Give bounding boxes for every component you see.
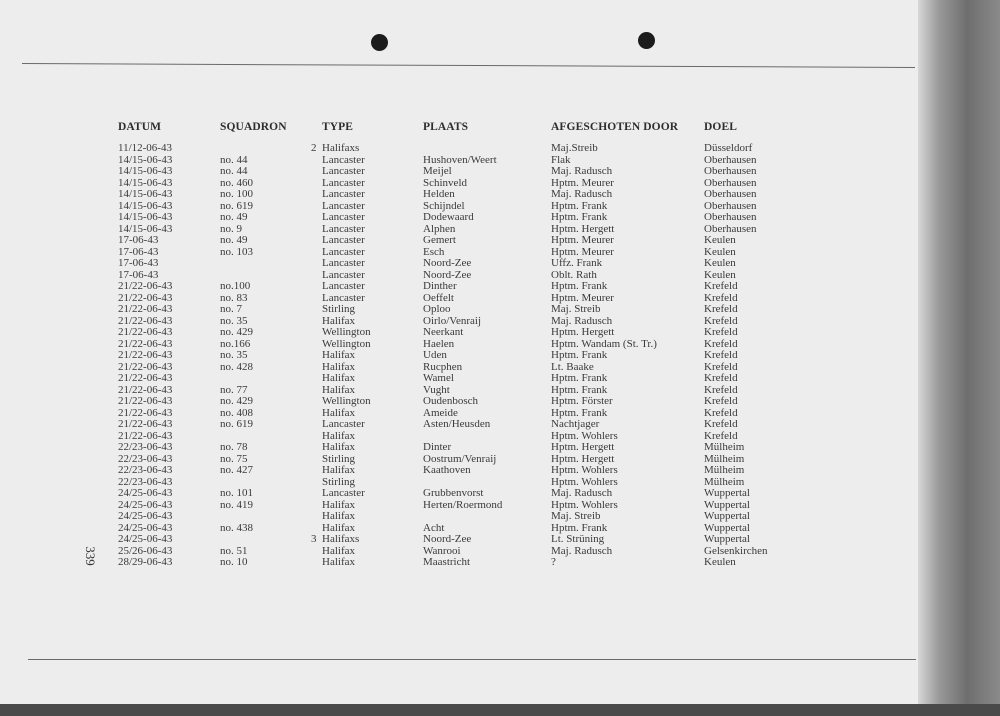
- cell-doel: Wuppertal: [704, 498, 750, 511]
- cell-doel: Oberhausen: [704, 153, 757, 166]
- cell-squadron: no. 44: [220, 165, 248, 177]
- cell-door: Hptm. Hergett: [551, 441, 615, 453]
- cell-door: Lt. Strüning: [551, 533, 605, 545]
- cell-datum: 21/22-06-43: [118, 326, 173, 338]
- cell-type: Halifax: [322, 349, 355, 361]
- cell-door: Hptm. Wohlers: [551, 498, 618, 511]
- cell-squadron: no. 77: [220, 383, 248, 396]
- cell-type: Wellington: [322, 395, 371, 407]
- cell-doel: Krefeld: [704, 395, 738, 407]
- scan-bottom-edge: [0, 704, 1000, 716]
- cell-datum: 21/22-06-43: [118, 337, 173, 350]
- cell-plaats: Hushoven/Weert: [423, 153, 497, 166]
- cell-door: ?: [551, 556, 556, 568]
- cell-door: Hptm. Meurer: [551, 245, 614, 258]
- cell-datum: 17-06-43: [118, 245, 159, 258]
- table-row: [0, 304, 900, 316]
- cell-doel: Krefeld: [704, 418, 738, 430]
- cell-datum: 17-06-43: [118, 234, 159, 246]
- cell-doel: Mülheim: [704, 475, 745, 488]
- cell-doel: Keulen: [704, 268, 736, 281]
- cell-plaats: Asten/Heusden: [423, 418, 491, 430]
- cell-plaats: Oirlo/Venraij: [423, 314, 482, 327]
- cell-plaats: Noord-Zee: [423, 257, 472, 269]
- cell-door: Hptm. Frank: [551, 521, 608, 534]
- cell-squadron: no. 427: [220, 464, 253, 476]
- cell-door: Maj. Radusch: [551, 314, 613, 327]
- cell-datum: 22/23-06-43: [118, 452, 173, 465]
- cell-type: Halifax: [322, 406, 355, 419]
- cell-plaats: Meijel: [423, 165, 452, 177]
- cell-squadron: no. 101: [220, 487, 253, 499]
- cell-type: Lancaster: [322, 268, 365, 281]
- cell-plaats: Noord-Zee: [423, 268, 472, 281]
- cell-doel: Krefeld: [704, 349, 738, 361]
- table-row: [0, 511, 900, 523]
- table-row: [0, 373, 900, 385]
- cell-plaats: Esch: [423, 245, 445, 258]
- cell-datum: 28/29-06-43: [118, 556, 173, 568]
- table-row: [0, 557, 900, 569]
- cell-plaats: Oudenbosch: [423, 395, 478, 407]
- cell-type: Halifax: [322, 441, 355, 453]
- cell-squadron: no. 419: [220, 498, 253, 511]
- cell-datum: 24/25-06-43: [118, 533, 173, 545]
- table-row: [0, 465, 900, 477]
- cell-datum: 14/15-06-43: [118, 199, 173, 212]
- cell-door: Maj.Streib: [551, 142, 598, 154]
- cell-plaats: Schinveld: [423, 176, 467, 189]
- cell-doel: Wuppertal: [704, 533, 750, 545]
- cell-doel: Krefeld: [704, 280, 738, 292]
- cell-door: Hptm. Meurer: [551, 234, 614, 246]
- cell-type: Halifaxs: [322, 142, 360, 154]
- cell-door: Hptm. Meurer: [551, 291, 614, 304]
- cell-door: Nachtjager: [551, 418, 600, 430]
- cell-type: Lancaster: [322, 153, 365, 166]
- cell-datum: 21/22-06-43: [118, 280, 173, 292]
- table-row: [0, 258, 900, 270]
- cell-door: Maj. Radusch: [551, 165, 613, 177]
- cell-type: Lancaster: [322, 245, 365, 258]
- cell-door: Hptm. Wohlers: [551, 475, 618, 488]
- cell-door: Hptm. Frank: [551, 383, 608, 396]
- cell-datum: 21/22-06-43: [118, 372, 173, 384]
- cell-datum: 21/22-06-43: [118, 349, 173, 361]
- cell-door: Maj. Radusch: [551, 487, 613, 499]
- table-row: [0, 281, 900, 293]
- cell-plaats: Vught: [423, 383, 450, 396]
- cell-door: Hptm. Frank: [551, 372, 608, 384]
- cell-door: Oblt. Rath: [551, 268, 597, 281]
- table-row: [0, 350, 900, 362]
- cell-plaats: Ameide: [423, 406, 458, 419]
- header-type: TYPE: [322, 121, 354, 133]
- cell-door: Hptm. Wandam (St. Tr.): [551, 337, 657, 350]
- cell-type: Lancaster: [322, 257, 365, 269]
- cell-datum: 25/26-06-43: [118, 544, 173, 557]
- table-row: [0, 235, 900, 247]
- punch-hole: [638, 32, 655, 49]
- cell-plaats: Uden: [423, 349, 447, 361]
- cell-doel: Oberhausen: [704, 165, 757, 177]
- cell-squadron: no. 429: [220, 326, 253, 338]
- table-row: [0, 212, 900, 224]
- table-row: [0, 534, 900, 546]
- cell-squadron: no. 438: [220, 521, 253, 534]
- cell-doel: Keulen: [704, 257, 736, 269]
- cell-doel: Gelsenkirchen: [704, 544, 768, 557]
- cell-squadron: no. 51: [220, 544, 248, 557]
- cell-datum: 14/15-06-43: [118, 211, 173, 223]
- cell-type: Halifax: [322, 521, 355, 534]
- cell-doel: Krefeld: [704, 326, 738, 338]
- cell-datum: 21/22-06-43: [118, 360, 173, 373]
- cell-plaats: Oploo: [423, 303, 451, 315]
- table-row: [0, 189, 900, 201]
- cell-doel: Oberhausen: [704, 188, 757, 200]
- cell-doel: Krefeld: [704, 303, 738, 315]
- cell-datum: 14/15-06-43: [118, 188, 173, 200]
- cell-datum: 14/15-06-43: [118, 165, 173, 177]
- cell-door: Hptm. Hergett: [551, 222, 615, 235]
- table-row: [0, 166, 900, 178]
- cell-squadron: no. 100: [220, 188, 253, 200]
- cell-squadron: no. 428: [220, 360, 253, 373]
- cell-datum: 17-06-43: [118, 257, 159, 269]
- cell-doel: Wuppertal: [704, 521, 750, 534]
- cell-squadron: no. 78: [220, 441, 248, 453]
- cell-door: Hptm. Frank: [551, 349, 608, 361]
- cell-type: Lancaster: [322, 165, 365, 177]
- cell-squadron: no. 44: [220, 153, 248, 166]
- cell-doel: Oberhausen: [704, 199, 757, 212]
- cell-door: Hptm. Frank: [551, 280, 608, 292]
- cell-datum: 21/22-06-43: [118, 303, 173, 315]
- cell-squadron: no.100: [220, 280, 251, 292]
- cell-datum: 24/25-06-43: [118, 487, 173, 499]
- cell-squadron: no. 49: [220, 234, 248, 246]
- cell-squadron: no. 35: [220, 349, 248, 361]
- table-row: [0, 442, 900, 454]
- cell-datum: 14/15-06-43: [118, 222, 173, 235]
- cell-type: Stirling: [322, 452, 356, 465]
- cell-plaats: Oostrum/Venraij: [423, 452, 497, 465]
- cell-squadron: no. 103: [220, 245, 253, 258]
- cell-door: Maj. Radusch: [551, 188, 613, 200]
- cell-squadron: no. 83: [220, 291, 248, 304]
- cell-doel: Mülheim: [704, 464, 745, 476]
- cell-datum: 14/15-06-43: [118, 176, 173, 189]
- cell-plaats: Wanrooi: [423, 544, 461, 557]
- cell-type: Lancaster: [322, 176, 365, 189]
- cell-type: Wellington: [322, 337, 371, 350]
- cell-datum: 17-06-43: [118, 268, 159, 281]
- cell-door: Hptm. Frank: [551, 406, 608, 419]
- cell-type: Halifax: [322, 464, 355, 476]
- cell-doel: Oberhausen: [704, 176, 757, 189]
- cell-plaats: Kaathoven: [423, 464, 471, 476]
- cell-datum: 21/22-06-43: [118, 314, 173, 327]
- cell-door: Hptm. Hergett: [551, 326, 615, 338]
- cell-doel: Krefeld: [704, 383, 738, 396]
- cell-door: Hptm. Förster: [551, 395, 613, 407]
- page-number: 339: [82, 546, 98, 566]
- cell-type: Halifax: [322, 383, 355, 396]
- cell-squadron: no. 619: [220, 199, 253, 212]
- cell-type: Lancaster: [322, 234, 365, 246]
- cell-plaats: Maastricht: [423, 556, 471, 568]
- cell-door: Maj. Streib: [551, 510, 601, 522]
- cell-type: Stirling: [322, 475, 356, 488]
- cell-type: Halifax: [322, 544, 355, 557]
- cell-type: Lancaster: [322, 280, 365, 292]
- table-row: [0, 396, 900, 408]
- cell-type: Halifax: [322, 372, 355, 384]
- cell-plaats: Dinther: [423, 280, 457, 292]
- cell-plaats: Acht: [423, 521, 445, 534]
- cell-datum: 21/22-06-43: [118, 418, 173, 430]
- cell-door: Uffz. Frank: [551, 257, 603, 269]
- cell-doel: Krefeld: [704, 360, 738, 373]
- cell-type: Lancaster: [322, 199, 365, 212]
- cell-datum: 14/15-06-43: [118, 153, 173, 166]
- cell-type: Halifax: [322, 314, 355, 327]
- table-row: [0, 143, 900, 155]
- cell-plaats: Rucphen: [423, 360, 463, 373]
- cell-plaats: Dodewaard: [423, 211, 474, 223]
- cell-door: Hptm. Wohlers: [551, 464, 618, 476]
- table-row: [0, 488, 900, 500]
- cell-doel: Krefeld: [704, 337, 738, 350]
- cell-doel: Krefeld: [704, 291, 738, 304]
- cell-datum: 21/22-06-43: [118, 383, 173, 396]
- cell-doel: Krefeld: [704, 372, 738, 384]
- header-datum: DATUM: [118, 121, 162, 133]
- cell-door: Hptm. Frank: [551, 199, 608, 212]
- cell-doel: Oberhausen: [704, 211, 757, 223]
- cell-type: Halifaxs: [322, 533, 360, 545]
- cell-plaats: Dinter: [423, 441, 452, 453]
- cell-doel: Düsseldorf: [704, 142, 753, 154]
- cell-datum: 22/23-06-43: [118, 464, 173, 476]
- cell-doel: Krefeld: [704, 406, 738, 419]
- header-doel: DOEL: [704, 121, 737, 133]
- cell-squadron: no. 49: [220, 211, 248, 223]
- cell-door: Hptm. Wohlers: [551, 429, 618, 442]
- cell-door: Hptm. Hergett: [551, 452, 615, 465]
- cell-type: Stirling: [322, 303, 356, 315]
- cell-type: Lancaster: [322, 487, 365, 499]
- cell-doel: Mülheim: [704, 441, 745, 453]
- table-row: [0, 419, 900, 431]
- cell-datum: 21/22-06-43: [118, 429, 173, 442]
- cell-plaats: Helden: [423, 188, 455, 200]
- cell-door: Maj. Radusch: [551, 544, 613, 557]
- cell-doel: Keulen: [704, 234, 736, 246]
- cell-squadron: no. 9: [220, 222, 242, 235]
- cell-door: Hptm. Meurer: [551, 176, 614, 189]
- cell-plaats: Alphen: [423, 222, 456, 235]
- cell-plaats: Neerkant: [423, 326, 464, 338]
- cell-doel: Wuppertal: [704, 487, 750, 499]
- cell-doel: Krefeld: [704, 314, 738, 327]
- cell-door: Maj. Streib: [551, 303, 601, 315]
- cell-squadron: no. 408: [220, 406, 253, 419]
- cell-type: Halifax: [322, 498, 355, 511]
- cell-datum: 11/12-06-43: [118, 142, 172, 154]
- cell-plaats: Wamel: [423, 372, 454, 384]
- cell-doel: Keulen: [704, 556, 736, 568]
- cell-type: Halifax: [322, 360, 355, 373]
- cell-plaats: Haelen: [423, 337, 455, 350]
- cell-doel: Oberhausen: [704, 222, 757, 235]
- cell-doel: Krefeld: [704, 429, 738, 442]
- header-squadron: SQUADRON: [220, 121, 287, 133]
- cell-squadron: no. 619: [220, 418, 253, 430]
- cell-type: Lancaster: [322, 418, 365, 430]
- cell-squadron: no. 429: [220, 395, 253, 407]
- cell-plaats: Noord-Zee: [423, 533, 472, 545]
- cell-plaats: Schijndel: [423, 199, 465, 212]
- cell-plaats: Grubbenvorst: [423, 487, 484, 499]
- cell-squadron: no. 75: [220, 452, 248, 465]
- scan-edge-shadow: [918, 0, 1000, 716]
- cell-datum: 24/25-06-43: [118, 521, 173, 534]
- cell-datum: 22/23-06-43: [118, 441, 173, 453]
- cell-type: Lancaster: [322, 222, 365, 235]
- cell-squadron: no. 10: [220, 556, 248, 568]
- cell-squadron: no. 460: [220, 176, 253, 189]
- cell-type: Lancaster: [322, 211, 365, 223]
- header-plaats: PLAATS: [423, 121, 469, 133]
- punch-hole: [371, 34, 388, 51]
- cell-datum: 21/22-06-43: [118, 291, 173, 304]
- header-afgeschoten-door: AFGESCHOTEN DOOR: [551, 121, 679, 133]
- cell-doel: Wuppertal: [704, 510, 750, 522]
- cell-doel: Mülheim: [704, 452, 745, 465]
- cell-type: Halifax: [322, 510, 355, 522]
- cell-datum: 24/25-06-43: [118, 510, 173, 522]
- losses-table: [0, 143, 900, 569]
- cell-count: 2: [311, 142, 317, 154]
- cell-type: Lancaster: [322, 188, 365, 200]
- table-row: [0, 327, 900, 339]
- cell-door: Hptm. Frank: [551, 211, 608, 223]
- cell-plaats: Gemert: [423, 234, 456, 246]
- bottom-rule: [28, 659, 916, 660]
- cell-type: Halifax: [322, 556, 355, 568]
- cell-type: Lancaster: [322, 291, 365, 304]
- cell-squadron: no. 7: [220, 303, 242, 315]
- cell-squadron: no.166: [220, 337, 251, 350]
- cell-datum: 21/22-06-43: [118, 406, 173, 419]
- cell-type: Halifax: [322, 429, 355, 442]
- cell-squadron: no. 35: [220, 314, 248, 327]
- cell-plaats: Herten/Roermond: [423, 498, 503, 511]
- cell-datum: 21/22-06-43: [118, 395, 173, 407]
- cell-door: Flak: [551, 153, 571, 166]
- cell-doel: Keulen: [704, 245, 736, 258]
- cell-count: 3: [311, 533, 317, 545]
- cell-type: Wellington: [322, 326, 371, 338]
- cell-datum: 24/25-06-43: [118, 498, 173, 511]
- cell-door: Lt. Baake: [551, 360, 594, 373]
- cell-datum: 22/23-06-43: [118, 475, 173, 488]
- cell-plaats: Oeffelt: [423, 291, 454, 304]
